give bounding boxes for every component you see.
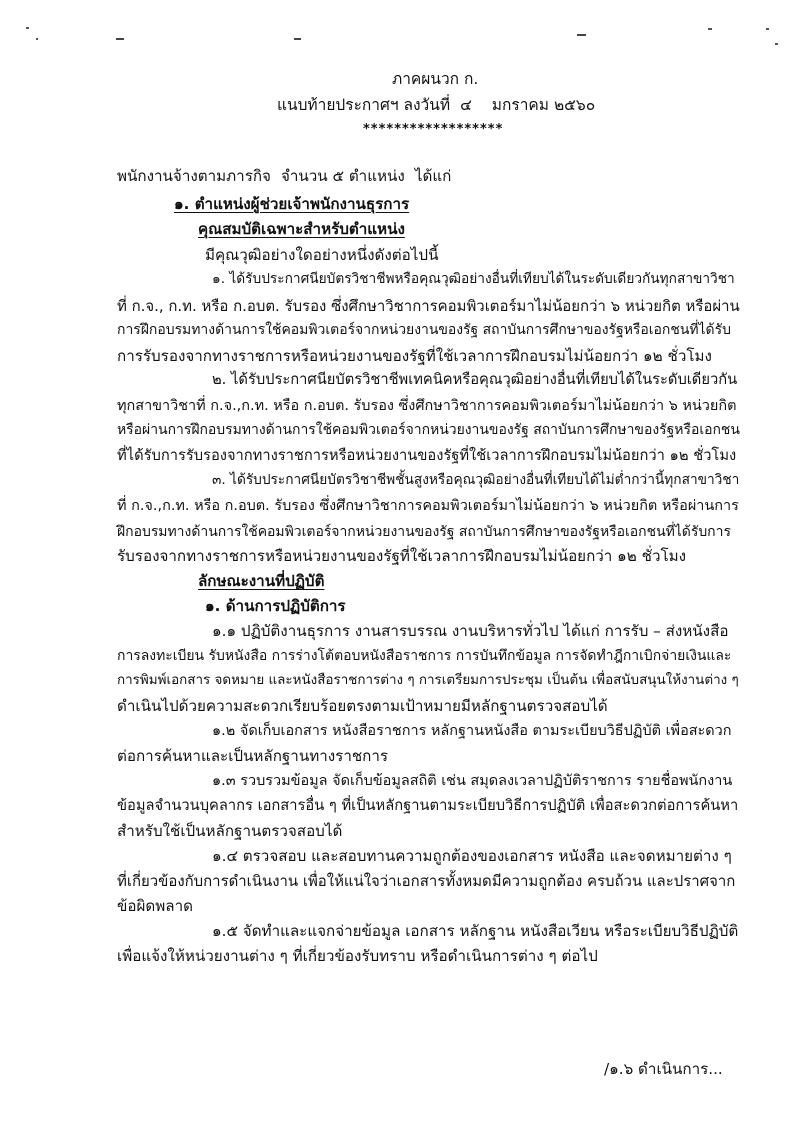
qualification-line: ๓. ได้รับประกาศนียบัตรวิชาชีพชั้นสูงหรือคุณวุฒิอย่างอื่นที่เทียบได้ไม่ต่ำกว่านี้ทุกสาขาวิชา (212, 472, 740, 488)
qualification-line: ทุกสาขาวิชาที่ ก.จ.,ก.ท. หรือ ก.อบต. รับรอง ซึ่งศึกษาวิชาการคอมพิวเตอร์มาไม่น้อยกว่า ๖ หน่วยกิต (117, 398, 737, 414)
announcement-day: ๔ (460, 96, 472, 114)
qualification-line: ที่ ก.จ.,ก.ท. หรือ ก.อบต. รับรอง ซึ่งศึกษาวิชาการคอมพิวเตอร์มาไม่น้อยกว่า ๖ หน่วยกิต หรือผ่านการ (117, 498, 739, 514)
position-count: จำนวน ๕ ตำแหน่ง (280, 167, 405, 185)
duty-line: ดำเนินไปด้วยความสะดวกเรียบร้อยตรงตามเป้าหมายมีหลักฐานตรวจสอบได้ (117, 697, 608, 715)
scan-noise (0, 0, 800, 60)
duty-line: เพื่อแจ้งให้หน่วยงานต่าง ๆ ที่เกี่ยวข้องรับทราบ หรือดำเนินการต่าง ๆ ต่อไป (117, 947, 598, 965)
duty-line: ที่เกี่ยวข้องกับการดำเนินงาน เพื่อให้แน่ใจว่าเอกสารทั้งหมดมีความถูกต้อง ครบถ้วน และปราศจาก (117, 872, 736, 890)
qualification-line: ที่ได้รับการรับรองจากทางราชการหรือหน่วยงานของรัฐที่ใช้เวลาการฝึกอบรมไม่น้อยกว่า ๑๒ ชั่วโมง (117, 447, 737, 464)
duty-line: ๑.๓ รวบรวมข้อมูล จัดเก็บข้อมูลสถิติ เช่น สมุดลงเวลาปฏิบัติราชการ รายชื่อพนักงาน (212, 773, 733, 789)
qualification-line: ๒. ได้รับประกาศนียบัตรวิชาชีพเทคนิคหรือคุณวุฒิอย่างอื่นที่เทียบได้ในระดับเดียวกัน (212, 371, 738, 388)
qualification-intro: มีคุณวุฒิอย่างใดอย่างหนึ่งดังต่อไปนี้ (205, 246, 439, 264)
announcement-month-year: มกราคม ๒๕๖๐ (491, 96, 596, 114)
duty-line: การพิมพ์เอกสาร จดหมาย และหนังสือราชการต่าง ๆ การเตรียมการประชุม เป็นต้น เพื่อสนับสนุนให้งานต่าง ๆ (117, 673, 739, 688)
duty-line: ๑.๔ ตรวจสอบ และสอบทานความถูกต้องของเอกสาร หนังสือ และจดหมายต่าง ๆ (212, 847, 732, 865)
duty-line: ๑.๑ ปฏิบัติงานธุรการ งานสารบรรณ งานบริหารทั่วไป ได้แก่ การรับ – ส่งหนังสือ (212, 622, 729, 640)
intro-are: ได้แก่ (414, 167, 452, 185)
qualification-line: การรับรองจากทางราชการหรือหน่วยงานของรัฐที่ใช้เวลาการฝึกอบรมไม่น้อยกว่า ๑๒ ชั่วโมง (117, 347, 712, 365)
qualification-line: ฝึกอบรมทางด้านการใช้คอมพิวเตอร์จากหน่วยงานของรัฐ สถาบันการศึกษาของรัฐหรือเอกชนที่ได้รับการ (117, 524, 731, 540)
duty-line: สำหรับใช้เป็นหลักฐานตรวจสอบได้ (117, 822, 343, 840)
duties-sub-heading: ๑. ด้านการปฏิบัติการ (205, 597, 346, 615)
continuation-note: /๑.๖ ดำเนินการ... (604, 1060, 723, 1078)
duties-heading: ลักษณะงานที่ปฏิบัติ (198, 572, 325, 590)
duty-line: การลงทะเบียน รับหนังสือ การร่างโต้ตอบหนังสือราชการ การบันทึกข้อมูล การจัดทำฎีกาเบิกจ่ายเงินและ (117, 648, 732, 664)
qualification-heading: คุณสมบัติเฉพาะสำหรับตำแหน่ง (198, 220, 405, 238)
duty-line: ข้อมูลจำนวนบุคลากร เอกสารอื่น ๆ ที่เป็นหลักฐานตามระเบียบวิธีการปฏิบัติ เพื่อสะดวกต่อการค้นหา (117, 797, 739, 814)
qualification-line: ๑. ได้รับประกาศนียบัตรวิชาชีพหรือคุณวุฒิอย่างอื่นที่เทียบได้ในระดับเดียวกันทุกสาขาวิชา (212, 271, 735, 287)
duty-line: ๑.๕ จัดทำและแจกจ่ายข้อมูล เอกสาร หลักฐาน หนังสือเวียน หรือระเบียบวิธีปฏิบัติ (212, 922, 739, 940)
qualification-line: ที่ ก.จ., ก.ท. หรือ ก.อบต. รับรอง ซึ่งศึกษาวิชาการคอมพิวเตอร์มาไม่น้อยกว่า ๖ หน่วยกิต หรือผ่าน (117, 297, 740, 315)
attach-label: แนบท้ายประกาศฯ ลงวันที่ (277, 96, 451, 114)
annex-title: ภาคผนวก ก. (392, 70, 479, 88)
duty-line: ต่อการค้นหาและเป็นหลักฐานทางราชการ (117, 747, 389, 765)
intro-line (117, 166, 451, 186)
staff-type: พนักงานจ้างตามภารกิจ (117, 167, 271, 185)
duty-line: ข้อผิดพลาด (117, 897, 193, 915)
duty-line: ๑.๒ จัดเก็บเอกสาร หนังสือราชการ หลักฐานหนังสือ ตามระเบียบวิธีปฏิบัติ เพื่อสะดวก (212, 723, 732, 739)
qualification-line: รับรองจากทางราชการหรือหน่วยงานของรัฐที่ใช้เวลาการฝึกอบรมไม่น้อยกว่า ๑๒ ชั่วโมง (117, 547, 687, 565)
annex-date-line (277, 95, 595, 115)
separator-stars: ****************** (363, 122, 504, 137)
position-title: ๑. ตำแหน่งผู้ช่วยเจ้าพนักงานธุรการ (174, 195, 410, 213)
qualification-line: การฝึกอบรมทางด้านการใช้คอมพิวเตอร์จากหน่วยงานของรัฐ สถาบันการศึกษาของรัฐหรือเอกชนที่ได้รับ (117, 322, 731, 338)
qualification-line: หรือผ่านการฝึกอบรมทางด้านการใช้คอมพิวเตอร์จากหน่วยงานของรัฐ สถาบันการศึกษาของรัฐหรือเอกชน (117, 422, 740, 438)
